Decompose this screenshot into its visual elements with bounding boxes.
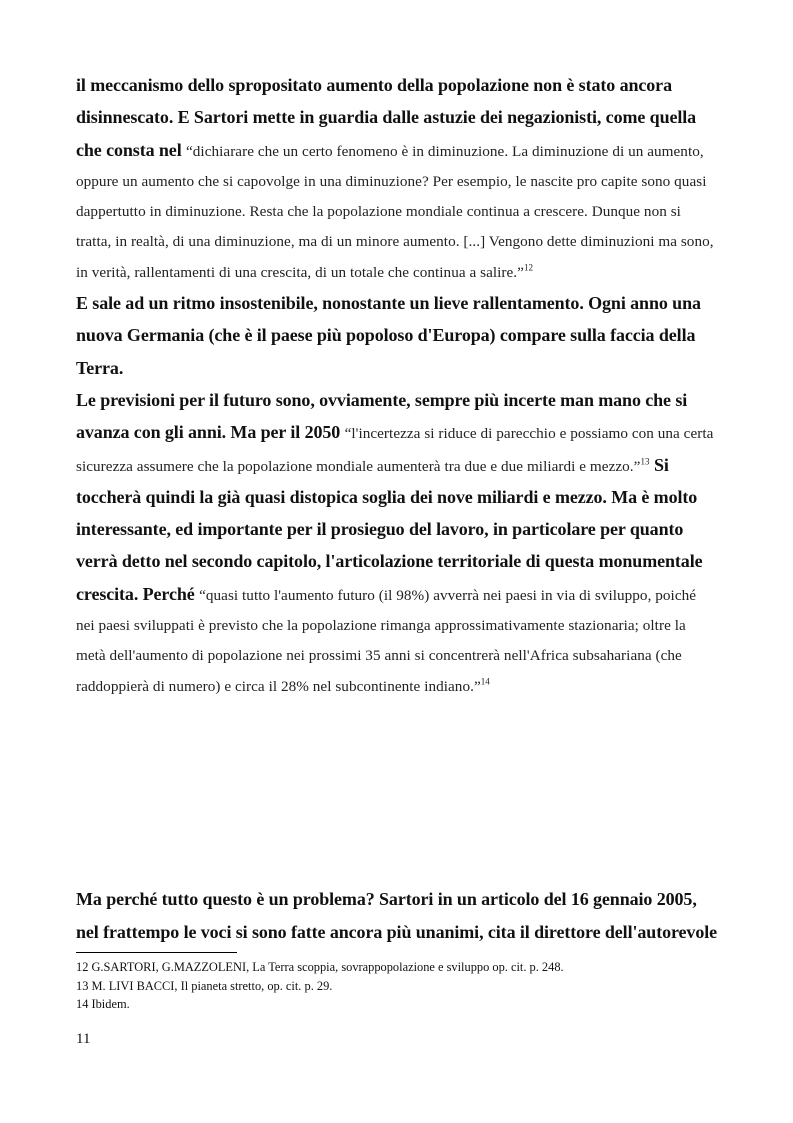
body-text-bold: il meccanismo dello spropositato aumento della popolazione non è stato ancora disinnescato. E Sartori mette in guardia dalle astuzie dei negazionisti, come quella che consta nel (76, 75, 697, 160)
paragraph-3 (76, 385, 718, 702)
footnote-ref: 13 (640, 456, 650, 467)
footnote-separator (76, 952, 237, 953)
page-number: 11 (76, 1031, 91, 1047)
body-text-continued (76, 884, 718, 949)
paragraph-2 (76, 288, 718, 385)
paragraph-1 (76, 70, 718, 288)
quotation: “quasi tutto l'aumento futuro (il 98%) avverrà nei paesi in via di sviluppo, poiché nei paesi sviluppati è previsto che la popolazione rimanga approssimativamente stazionaria; oltre la metà dell'aumento di popolazione nei prossimi 35 anni si concentrerà nell'Africa subsahariana (che raddoppierà di numero) e circa il 28% nel subcontinente indiano.” (76, 586, 697, 695)
footnote-13: 13 M. LIVI BACCI, Il pianeta stretto, op. cit. p. 29. (76, 978, 333, 993)
paragraph-4 (76, 884, 718, 949)
footnote-ref: 14 (480, 676, 490, 687)
body-text-bold: Ma perché tutto questo è un problema? Sartori in un articolo del 16 gennaio 2005, nel frattempo le voci si sono fatte ancora più unanimi, cita il direttore dell'autorevole (76, 889, 718, 942)
body-text-bold: Le previsioni per il futuro sono, ovviamente, sempre più incerte man mano che si avanza con gli anni. Ma per il 2050 (76, 389, 688, 443)
footnotes (76, 958, 736, 1014)
body-text-bold: E sale ad un ritmo insostenibile, nonostante un lieve rallentamento. Ogni anno una nuova Germania (che è il paese più popoloso d'Europa) compare sulla faccia della Terra. (76, 293, 701, 378)
body-text-bold: Si toccherà quindi la già quasi distopica soglia dei nove miliardi e mezzo. Ma è molto interessante, ed importante per il prosieguo del lavoro, in particolare per quanto verrà detto nel secondo capitolo, l'articolazione territoriale di questa monumentale crescita. Perché (76, 454, 703, 604)
quotation: “dichiarare che un certo fenomeno è in diminuzione. La diminuzione di un aumento, oppure un aumento che si capovolge in una diminuzione? Per esempio, le nascite pro capite sono quasi dappertutto in diminuzione. Resta che la popolazione mondiale continua a crescere. Dunque non si tratta, in realtà, di una diminuzione, ma di un minore aumento. [...] Vengono dette diminuzioni ma sono, in verità, rallentamenti di una crescita, di un totale che continua a salire.” (76, 142, 714, 281)
footnote-12: 12 G.SARTORI, G.MAZZOLENI, La Terra scoppia, sovrappopolazione e sviluppo op. cit. p. 248. (76, 960, 564, 974)
quotation: “l'incertezza si riduce di parecchio e possiamo con una certa sicurezza assumere che la popolazione mondiale aumenterà tra due e due miliardi e mezzo.” (76, 425, 714, 475)
footnote-ref: 12 (523, 262, 534, 273)
body-text (76, 70, 718, 702)
footnote-14: 14 Ibidem. (76, 997, 130, 1011)
